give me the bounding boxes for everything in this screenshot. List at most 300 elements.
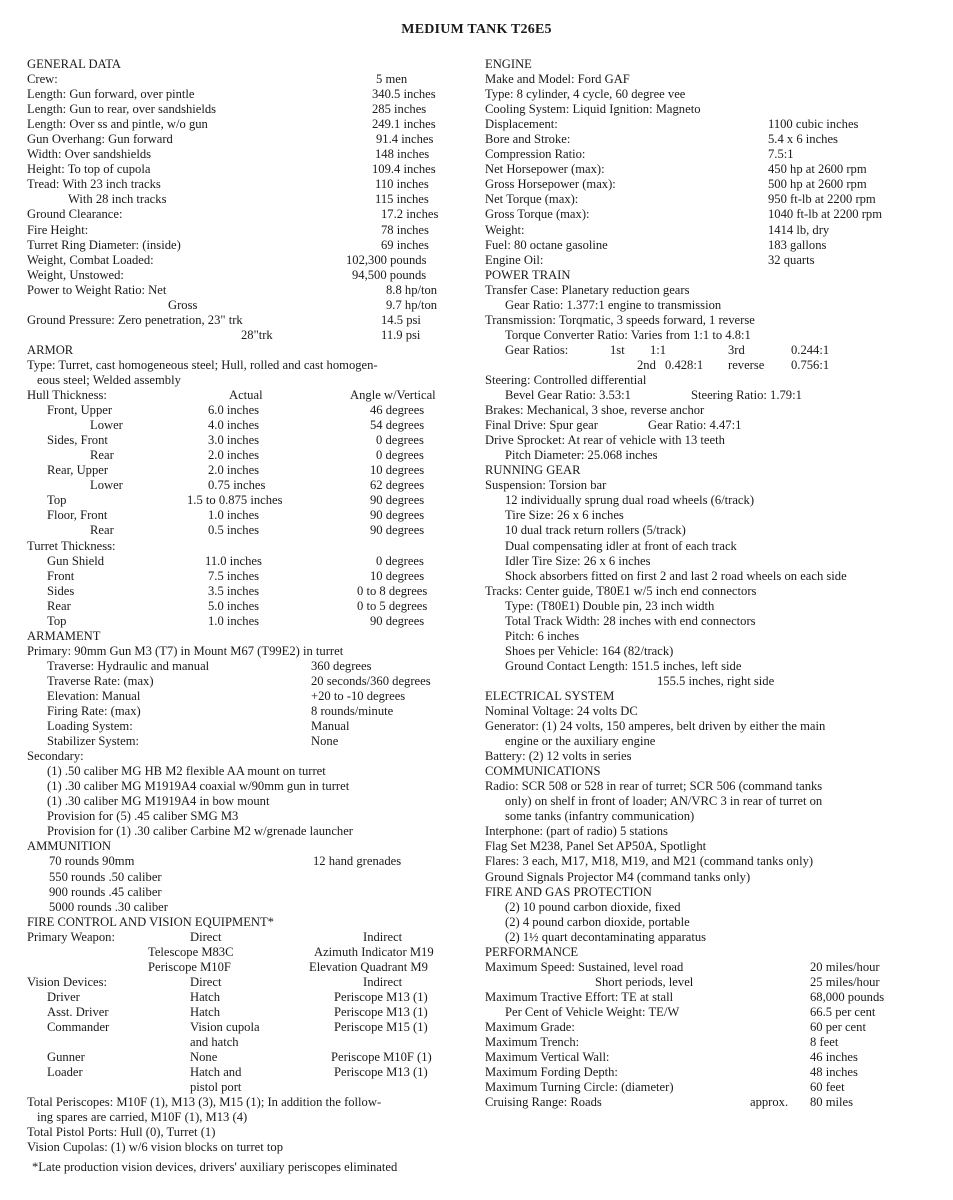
spec-label: Vision Cupolas: (1) w/6 vision blocks on turret top [27, 1140, 284, 1155]
spec-label: Periscope M10F [148, 959, 231, 974]
left-line [27, 824, 473, 839]
spec-value: Azimuth Indicator M19 [314, 944, 434, 959]
right-line [485, 644, 925, 659]
spec-label: 5000 rounds .30 caliber [49, 899, 168, 914]
left-line [27, 749, 473, 764]
left-line [27, 1095, 473, 1110]
spec-label: Short periods, level [595, 974, 694, 989]
right-line [485, 975, 925, 990]
left-line [27, 719, 473, 734]
left-line [27, 192, 473, 207]
spec-label: ARMOR [27, 342, 74, 357]
right-line [485, 960, 925, 975]
spec-value: 60 per cent [810, 1020, 866, 1034]
left-line [27, 418, 473, 433]
spec-value: 183 gallons [768, 237, 827, 252]
right-line [485, 493, 925, 508]
left-line [27, 614, 473, 629]
spec-label: Ground Contact Length: 151.5 inches, left side [505, 658, 742, 673]
spec-label: FIRE CONTROL AND VISION EQUIPMENT* [27, 914, 274, 929]
right-line [485, 614, 925, 629]
spec-value: 2.0 inches [208, 448, 260, 463]
spec-value: 1100 cubic inches [768, 117, 859, 132]
spec-value: 25 miles/hour [810, 974, 880, 989]
spec-value: 8.8 hp/ton [386, 282, 438, 297]
spec-value: 3.5 inches [208, 583, 260, 598]
spec-label: Flag Set M238, Panel Set AP50A, Spotlight [485, 839, 707, 854]
left-line [27, 644, 473, 659]
spec-label: Stabilizer System: [47, 734, 139, 749]
spec-label: ENGINE [485, 57, 532, 71]
spec-value: 285 inches [372, 102, 427, 117]
left-line [27, 57, 473, 72]
spec-label: Per Cent of Vehicle Weight: TE/W [505, 1004, 680, 1019]
left-line [27, 764, 473, 779]
right-line [485, 373, 925, 388]
spec-label: Asst. Driver [47, 1004, 109, 1019]
spec-label: Elevation: Manual [47, 688, 141, 703]
spec-label: Torque Converter Ratio: Varies from 1:1 to 4.8:1 [505, 327, 751, 342]
spec-label: Gun Overhang: Gun forward [27, 132, 173, 147]
spec-label: Radio: SCR 508 or 528 in rear of turret; SCR 506 (command tanks [485, 779, 823, 794]
spec-label: eous steel; Welded assembly [37, 372, 181, 387]
spec-label: With 28 inch tracks [68, 192, 167, 207]
spec-label: pistol port [190, 1080, 242, 1095]
spec-value: Periscope M13 (1) [334, 989, 428, 1004]
spec-value: 0.5 inches [208, 523, 260, 538]
spec-label: Bevel Gear Ratio: 3.53:1 [505, 388, 631, 403]
spec-value: 12 hand grenades [313, 854, 402, 869]
left-line [27, 298, 473, 313]
spec-label: Maximum Trench: [485, 1035, 580, 1050]
spec-value: 62 degrees [370, 478, 425, 493]
spec-value: 7.5:1 [768, 147, 794, 162]
spec-label: Gear Ratios: [505, 342, 569, 357]
right-line [485, 719, 925, 734]
spec-label: FIRE AND GAS PROTECTION [485, 884, 652, 899]
left-line [27, 809, 473, 824]
left-line [27, 358, 473, 373]
spec-value: 94,500 pounds [352, 267, 427, 282]
spec-value: 360 degrees [311, 658, 372, 673]
left-line [27, 539, 473, 554]
right-column [485, 57, 925, 1110]
right-line [485, 87, 925, 102]
spec-label: 550 rounds .50 caliber [49, 869, 162, 884]
left-line [27, 734, 473, 749]
spec-label: Length: Gun to rear, over sandshields [27, 102, 217, 117]
right-line [485, 57, 925, 72]
left-line [27, 433, 473, 448]
spec-label: Compression Ratio: [485, 147, 586, 162]
spec-label: COMMUNICATIONS [485, 764, 601, 779]
spec-value: 0.75 inches [208, 478, 266, 493]
spec-label: Total Periscopes: M10F (1), M13 (3), M15 (1); In addition the follow- [27, 1095, 382, 1110]
spec-value: 0 degrees [376, 433, 424, 448]
left-line [27, 854, 473, 869]
spec-label: Rear [90, 523, 114, 538]
spec-label: Crew: [27, 72, 58, 87]
spec-label: Top [47, 613, 67, 628]
right-line [485, 659, 925, 674]
spec-value: 1.0 inches [208, 613, 260, 628]
left-line [27, 960, 473, 975]
spec-value: 110 inches [375, 177, 429, 192]
right-line [485, 839, 925, 854]
spec-value: 90 degrees [370, 508, 425, 523]
left-line [27, 508, 473, 523]
left-line [27, 975, 473, 990]
spec-value: Hatch [190, 1004, 221, 1019]
right-line [485, 508, 925, 523]
right-line [485, 147, 925, 162]
spec-value: 2.0 inches [208, 463, 260, 478]
spec-value: 60 feet [810, 1080, 845, 1095]
spec-label: (1) .30 caliber MG M1919A4 coaxial w/90mm gun in turret [47, 779, 350, 794]
spec-label: Maximum Fording Depth: [485, 1065, 618, 1080]
right-line [485, 358, 925, 373]
spec-value: 90 degrees [370, 523, 425, 538]
spec-value: 90 degrees [370, 613, 425, 628]
spec-value: Direct [190, 974, 222, 989]
spec-label: (2) 1½ quart decontaminating apparatus [505, 929, 707, 944]
spec-value: 54 degrees [370, 418, 425, 433]
spec-label: Turret Ring Diameter: (inside) [27, 237, 181, 252]
spec-value: 11.0 inches [205, 553, 262, 568]
spec-value: 102,300 pounds [346, 252, 427, 267]
spec-label: Make and Model: Ford GAF [485, 72, 630, 87]
spec-label: Shoes per Vehicle: 164 (82/track) [505, 643, 674, 658]
right-line [485, 915, 925, 930]
spec-value: 48 inches [810, 1065, 858, 1080]
right-line [485, 448, 925, 463]
spec-label: ARMAMENT [27, 628, 101, 643]
spec-label: Fuel: 80 octane gasoline [485, 237, 608, 252]
spec-label: Loading System: [47, 719, 133, 734]
spec-label: Commander [47, 1020, 110, 1034]
spec-label: Tire Size: 26 x 6 inches [505, 508, 624, 523]
right-line [485, 1035, 925, 1050]
spec-value: Periscope M13 (1) [334, 1004, 428, 1019]
spec-value: Manual [311, 719, 350, 734]
left-line [27, 1020, 473, 1035]
spec-value: 8 rounds/minute [311, 704, 394, 719]
spec-value: 0 to 5 degrees [357, 598, 428, 613]
left-line [27, 674, 473, 689]
spec-value: Indirect [363, 974, 403, 989]
left-line [27, 177, 473, 192]
spec-value: 32 quarts [768, 252, 815, 267]
spec-value: 5.0 inches [208, 598, 260, 613]
right-line [485, 418, 925, 433]
spec-label: Cooling System: Liquid Ignition: Magneto [485, 102, 701, 117]
right-line [485, 388, 925, 403]
spec-value: 1:1 [650, 342, 667, 357]
spec-label: Provision for (5) .45 caliber SMG M3 [47, 809, 239, 824]
left-line [27, 463, 473, 478]
spec-label: GENERAL DATA [27, 57, 122, 71]
left-line [27, 584, 473, 599]
spec-value: Vision cupola [190, 1020, 260, 1034]
right-line [485, 554, 925, 569]
right-line [485, 1020, 925, 1035]
spec-label: (1) .30 caliber MG M1919A4 in bow mount [47, 794, 270, 809]
left-line [27, 1050, 473, 1065]
spec-label: Tracks: Center guide, T80E1 w/5 inch end connectors [485, 583, 757, 598]
spec-value: 69 inches [381, 237, 429, 252]
left-line [27, 102, 473, 117]
spec-label: Fire Height: [27, 222, 89, 237]
spec-value: 0 degrees [376, 553, 424, 568]
spec-value: 340.5 inches [372, 87, 436, 102]
right-line [485, 1050, 925, 1065]
left-line [27, 238, 473, 253]
right-line [485, 764, 925, 779]
spec-value: 91.4 inches [376, 132, 434, 147]
spec-label: ing spares are carried, M10F (1), M13 (4) [37, 1110, 248, 1125]
spec-value: 6.0 inches [208, 403, 260, 418]
right-line [485, 403, 925, 418]
spec-label: Length: Over ss and pintle, w/o gun [27, 117, 208, 132]
spec-label: and hatch [190, 1035, 239, 1050]
spec-label: Sides [47, 583, 75, 598]
spec-label: Width: Over sandshields [27, 147, 152, 162]
spec-label: Primary: 90mm Gun M3 (T7) in Mount M67 (T99E2) in turret [27, 643, 344, 658]
spec-value: 109.4 inches [372, 162, 436, 177]
spec-label: Interphone: (part of radio) 5 stations [485, 824, 668, 839]
left-line [27, 523, 473, 538]
spec-label: (2) 4 pound carbon dioxide, portable [505, 914, 690, 929]
spec-label: Type: Turret, cast homogeneous steel; Hull, rolled and cast homogen- [27, 357, 378, 372]
spec-value: +20 to -10 degrees [311, 688, 406, 703]
right-line [485, 824, 925, 839]
spec-label: Loader [47, 1065, 83, 1080]
spec-label: Ground Clearance: [27, 207, 123, 222]
left-line [27, 659, 473, 674]
spec-value: 249.1 inches [372, 117, 436, 132]
spec-value: 5.4 x 6 inches [768, 132, 838, 147]
spec-label: Gear Ratio: 1.377:1 engine to transmission [505, 297, 722, 312]
right-line [485, 945, 925, 960]
spec-value: Direct [190, 929, 222, 944]
spec-label: AMMUNITION [27, 839, 111, 854]
right-line [485, 268, 925, 283]
spec-value: Indirect [363, 929, 403, 944]
right-line [485, 313, 925, 328]
left-line [27, 328, 473, 343]
spec-value: 0.428:1 [665, 357, 704, 372]
spec-value: Gear Ratio: 4.47:1 [648, 418, 742, 433]
left-line [27, 839, 473, 854]
spec-value: Steering Ratio: 1.79:1 [691, 388, 802, 403]
right-line [485, 584, 925, 599]
spec-value: 1414 lb, dry [768, 222, 830, 237]
spec-label: Maximum Grade: [485, 1020, 575, 1034]
spec-label: Rear, Upper [47, 463, 109, 478]
spec-label: Net Horsepower (max): [485, 162, 605, 177]
spec-value: Actual [229, 388, 263, 403]
spec-label: Brakes: Mechanical, 3 shoe, reverse anchor [485, 403, 705, 418]
spec-label: Steering: Controlled differential [485, 372, 647, 387]
right-line [485, 674, 925, 689]
spec-label: Pitch: 6 inches [505, 628, 580, 643]
spec-label: Pitch Diameter: 25.068 inches [505, 448, 658, 463]
spec-value: 5 men [376, 72, 408, 87]
spec-value: 68,000 pounds [810, 989, 885, 1004]
left-line [27, 478, 473, 493]
spec-value: 11.9 psi [381, 327, 421, 342]
spec-label: Gunner [47, 1050, 85, 1065]
spec-label: Weight: [485, 222, 525, 237]
right-line [485, 734, 925, 749]
left-line [27, 388, 473, 403]
left-line [27, 1110, 473, 1125]
left-line [27, 72, 473, 87]
spec-label: Hull Thickness: [27, 388, 107, 403]
spec-label: Weight, Unstowed: [27, 267, 124, 282]
right-line [485, 478, 925, 493]
right-line [485, 629, 925, 644]
right-line [485, 117, 925, 132]
left-line [27, 268, 473, 283]
spec-label: (1) .50 caliber MG HB M2 flexible AA mount on turret [47, 764, 326, 779]
spec-label: Type: (T80E1) Double pin, 23 inch width [505, 598, 715, 613]
spec-value: 46 inches [810, 1050, 858, 1065]
spec-value: 500 hp at 2600 rpm [768, 177, 867, 192]
right-line [485, 72, 925, 87]
left-line [27, 207, 473, 222]
spec-label: Top [47, 493, 67, 508]
left-line [27, 629, 473, 644]
spec-value: 4.0 inches [208, 418, 260, 433]
spec-label: Flares: 3 each, M17, M18, M19, and M21 (command tanks only) [485, 854, 814, 869]
left-line [27, 990, 473, 1005]
right-line [485, 1095, 925, 1110]
right-line [485, 283, 925, 298]
right-line [485, 102, 925, 117]
right-line [485, 854, 925, 869]
spec-label: only) on shelf in front of loader; AN/VRC 3 in rear of turret on [505, 794, 823, 809]
left-line [27, 1125, 473, 1140]
spec-label: Floor, Front [47, 508, 108, 523]
spec-value: 8 feet [810, 1035, 839, 1050]
spec-label: Vision Devices: [27, 974, 108, 989]
page-title: MEDIUM TANK T26E5 [401, 22, 552, 37]
right-line [485, 433, 925, 448]
spec-label: Total Pistol Ports: Hull (0), Turret (1) [27, 1125, 216, 1140]
left-line [27, 253, 473, 268]
spec-label: Firing Rate: (max) [47, 704, 141, 719]
left-line [27, 313, 473, 328]
right-line [485, 794, 925, 809]
spec-value: 0 to 8 degrees [357, 583, 428, 598]
spec-label: Dual compensating idler at front of each track [505, 538, 737, 553]
spec-label: RUNNING GEAR [485, 463, 581, 478]
spec-label: Lower [90, 418, 123, 433]
spec-label: 10 dual track return rollers (5/track) [505, 523, 686, 538]
spec-label: Transfer Case: Planetary reduction gears [485, 282, 690, 297]
right-line [485, 1005, 925, 1020]
spec-value: Elevation Quadrant M9 [309, 959, 428, 974]
spec-value: 1.5 to 0.875 inches [187, 493, 283, 508]
spec-label: Gross [168, 297, 198, 312]
spec-label: Gun Shield [47, 553, 105, 568]
right-line [485, 463, 925, 478]
right-line [485, 328, 925, 343]
spec-label: 12 individually sprung dual road wheels (6/track) [505, 493, 755, 508]
right-line [485, 809, 925, 824]
spec-label: Final Drive: Spur gear [485, 418, 598, 433]
spec-value: 1st [610, 342, 625, 357]
spec-value: 7.5 inches [208, 568, 260, 583]
spec-label: Gross Horsepower (max): [485, 177, 616, 192]
right-line [485, 749, 925, 764]
spec-value: 20 seconds/360 degrees [311, 673, 431, 688]
spec-value: Angle w/Vertical [350, 388, 436, 403]
left-line [27, 493, 473, 508]
right-line [485, 1080, 925, 1095]
left-line [27, 1035, 473, 1050]
spec-value: 115 inches [375, 192, 429, 207]
left-line [27, 900, 473, 915]
spec-label: Total Track Width: 28 inches with end connectors [505, 613, 756, 628]
spec-value: 0 degrees [376, 448, 424, 463]
spec-value: 90 degrees [370, 493, 425, 508]
spec-value: 0.756:1 [791, 357, 830, 372]
left-line [27, 554, 473, 569]
right-line [485, 900, 925, 915]
spec-label: Traverse: Hydraulic and manual [47, 658, 210, 673]
spec-label: 70 rounds 90mm [49, 854, 135, 869]
spec-label: Battery: (2) 12 volts in series [485, 749, 632, 764]
right-line [485, 539, 925, 554]
spec-value: approx. [750, 1095, 789, 1110]
right-line [485, 599, 925, 614]
spec-value: 10 degrees [370, 463, 425, 478]
right-line [485, 162, 925, 177]
footnote: *Late production vision devices, drivers' auxiliary periscopes eliminated [32, 1160, 398, 1174]
left-line [27, 930, 473, 945]
left-column [27, 57, 473, 1155]
right-line [485, 223, 925, 238]
spec-value: 66.5 per cent [810, 1004, 876, 1019]
spec-value: 17.2 inches [381, 207, 439, 222]
left-line [27, 945, 473, 960]
spec-label: Maximum Turning Circle: (diameter) [485, 1080, 674, 1095]
spec-label: Nominal Voltage: 24 volts DC [485, 704, 638, 719]
spec-label: Tread: With 23 inch tracks [27, 177, 161, 192]
spec-label: PERFORMANCE [485, 944, 579, 959]
left-line [27, 373, 473, 388]
spec-value: None [311, 734, 339, 749]
right-line [485, 177, 925, 192]
left-line [27, 1080, 473, 1095]
right-line [485, 207, 925, 222]
spec-value: 78 inches [381, 222, 429, 237]
left-line [27, 1140, 473, 1155]
left-line [27, 794, 473, 809]
spec-label: Generator: (1) 24 volts, 150 amperes, belt driven by either the main [485, 719, 826, 734]
spec-label: Turret Thickness: [27, 538, 116, 553]
spec-value: 80 miles [810, 1095, 854, 1110]
spec-label: Power to Weight Ratio: Net [27, 282, 167, 297]
left-line [27, 885, 473, 900]
spec-label: Maximum Vertical Wall: [485, 1050, 610, 1065]
spec-label: Rear [47, 598, 71, 613]
spec-value: Hatch [190, 989, 221, 1004]
left-line [27, 87, 473, 102]
spec-label: Traverse Rate: (max) [47, 673, 154, 688]
